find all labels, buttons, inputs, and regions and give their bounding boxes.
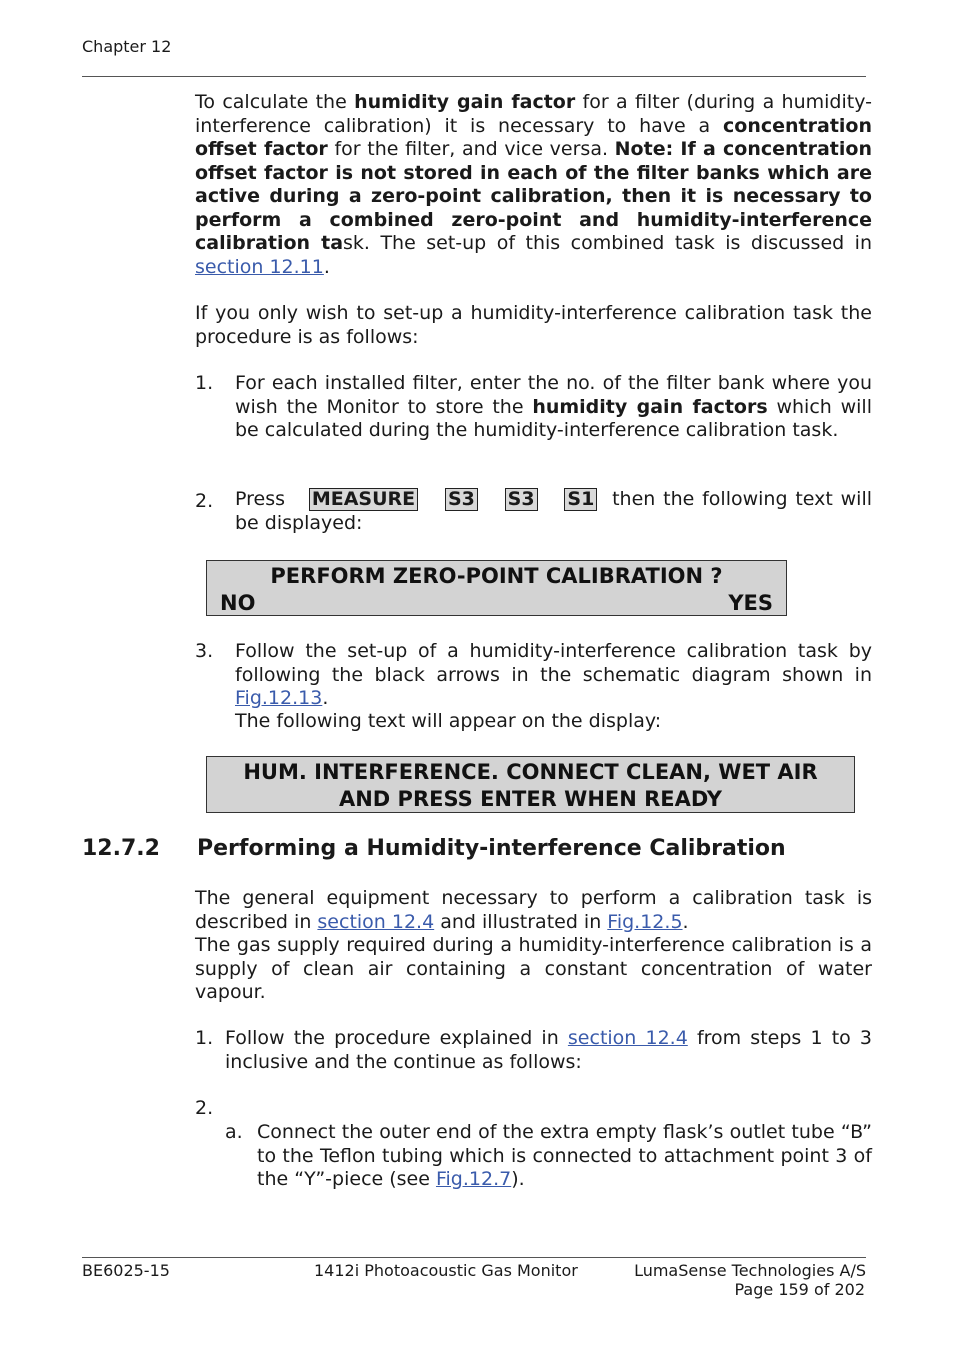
- header-rule: [82, 76, 866, 77]
- section-title: Performing a Humidity-interference Calibration: [197, 836, 786, 861]
- display-line: AND PRESS ENTER WHEN READY: [338, 787, 722, 811]
- section-step-1-number: 1.: [195, 1027, 214, 1049]
- text: Follow the procedure explained in: [225, 1027, 568, 1049]
- text: then the following text will be displayed:: [235, 488, 873, 534]
- text: For each installed filter, enter the no. of the filter bank where you wish the Monitor to store the: [235, 372, 872, 418]
- text: .: [322, 687, 329, 709]
- measure-key: MEASURE: [309, 488, 418, 511]
- intro-paragraph-1: [195, 91, 872, 279]
- text: .: [682, 910, 689, 933]
- text: from steps 1 to 3 inclusive and the continue as follows:: [225, 1027, 872, 1073]
- text: Press: [235, 488, 286, 510]
- fig-12-5-link[interactable]: Fig.12.5: [607, 910, 683, 933]
- bold-term: concentration offset factor: [195, 114, 872, 160]
- note-bold: Note: If a concentration offset factor is not stored in each of the filter banks which are active during a zero-point calibration, then it is necessary to perform a combined zero-point and humidity-interference calibration ta: [195, 138, 872, 254]
- text: To calculate the: [195, 91, 355, 113]
- section-number: 12.7.2: [82, 836, 160, 861]
- s3-key: S3: [445, 488, 478, 511]
- section-paragraph-1: [195, 887, 872, 934]
- intro-paragraph-2: If you only wish to set-up a humidity-interference calibration task the procedure is as follows:: [195, 302, 872, 348]
- step-3-text: [235, 640, 872, 711]
- footer-page-number: Page 159 of 202: [734, 1280, 865, 1299]
- footer-product: 1412i Photoacoustic Gas Monitor: [314, 1261, 578, 1280]
- text: sk. The set-up of this combined task is discussed in: [343, 232, 872, 254]
- display-line: HUM. INTERFERENCE. CONNECT CLEAN, WET AIR: [243, 760, 818, 784]
- display-line: PERFORM ZERO-POINT CALIBRATION ?: [270, 564, 723, 588]
- section-12-4-link[interactable]: section 12.4: [567, 1027, 688, 1049]
- text: Connect the outer end of the extra empty flask’s outlet tube “B” to the Teflon tubing which is connected to attachment point 3 of the “Y”-piece (see: [257, 1121, 872, 1190]
- section-12-11-link[interactable]: section 12.11: [195, 255, 324, 278]
- text: for a filter (during a humidity-interference calibration) it is necessary to have a: [195, 91, 872, 137]
- footer-doc-number: BE6025-15: [82, 1261, 170, 1280]
- text: Follow the set-up of a humidity-interference calibration task by following the black arrows in the schematic diagram shown in: [235, 640, 872, 686]
- text: .: [323, 255, 330, 278]
- bold-term: humidity gain factor: [354, 91, 576, 113]
- display-no-option: NO: [220, 591, 256, 615]
- section-paragraph-2: The gas supply required during a humidity-interference calibration is a supply of clean air containing a constant concentration of water vapour.: [195, 934, 872, 1003]
- text: and illustrated in: [434, 910, 608, 933]
- display-box-hum-interference: [206, 756, 855, 813]
- bold-term: humidity gain factors: [532, 395, 768, 418]
- text: ).: [511, 1168, 525, 1190]
- footer-company: LumaSense Technologies A/S: [634, 1261, 866, 1280]
- text: which will be calculated during the humidity-interference calibration task.: [235, 395, 872, 441]
- section-step-2a-number: a.: [225, 1121, 243, 1143]
- footer-rule: [82, 1257, 866, 1258]
- fig-12-13-link[interactable]: Fig.12.13: [235, 687, 323, 709]
- display-box-zero-point: [206, 560, 787, 616]
- step-3-display-note: The following text will appear on the display:: [235, 710, 662, 732]
- chapter-header: Chapter 12: [82, 37, 172, 56]
- s1-key: S1: [564, 488, 597, 511]
- step-3-number: 3.: [195, 640, 214, 662]
- step-1-text: [235, 372, 872, 443]
- section-step-1-text: [225, 1027, 872, 1074]
- s3-key: S3: [505, 488, 538, 511]
- step-2-number: 2.: [195, 490, 214, 512]
- fig-12-7-link[interactable]: Fig.12.7: [435, 1168, 512, 1190]
- step-2-text: [235, 488, 872, 535]
- step-1-number: 1.: [195, 372, 214, 394]
- section-step-2-number: 2.: [195, 1097, 214, 1119]
- section-12-4-link[interactable]: section 12.4: [317, 910, 435, 933]
- text: The general equipment necessary to perform a calibration task is described in: [195, 887, 872, 933]
- section-step-2a-text: [257, 1121, 872, 1192]
- display-yes-option: YES: [728, 591, 773, 615]
- text: for the filter, and vice versa.: [327, 138, 615, 160]
